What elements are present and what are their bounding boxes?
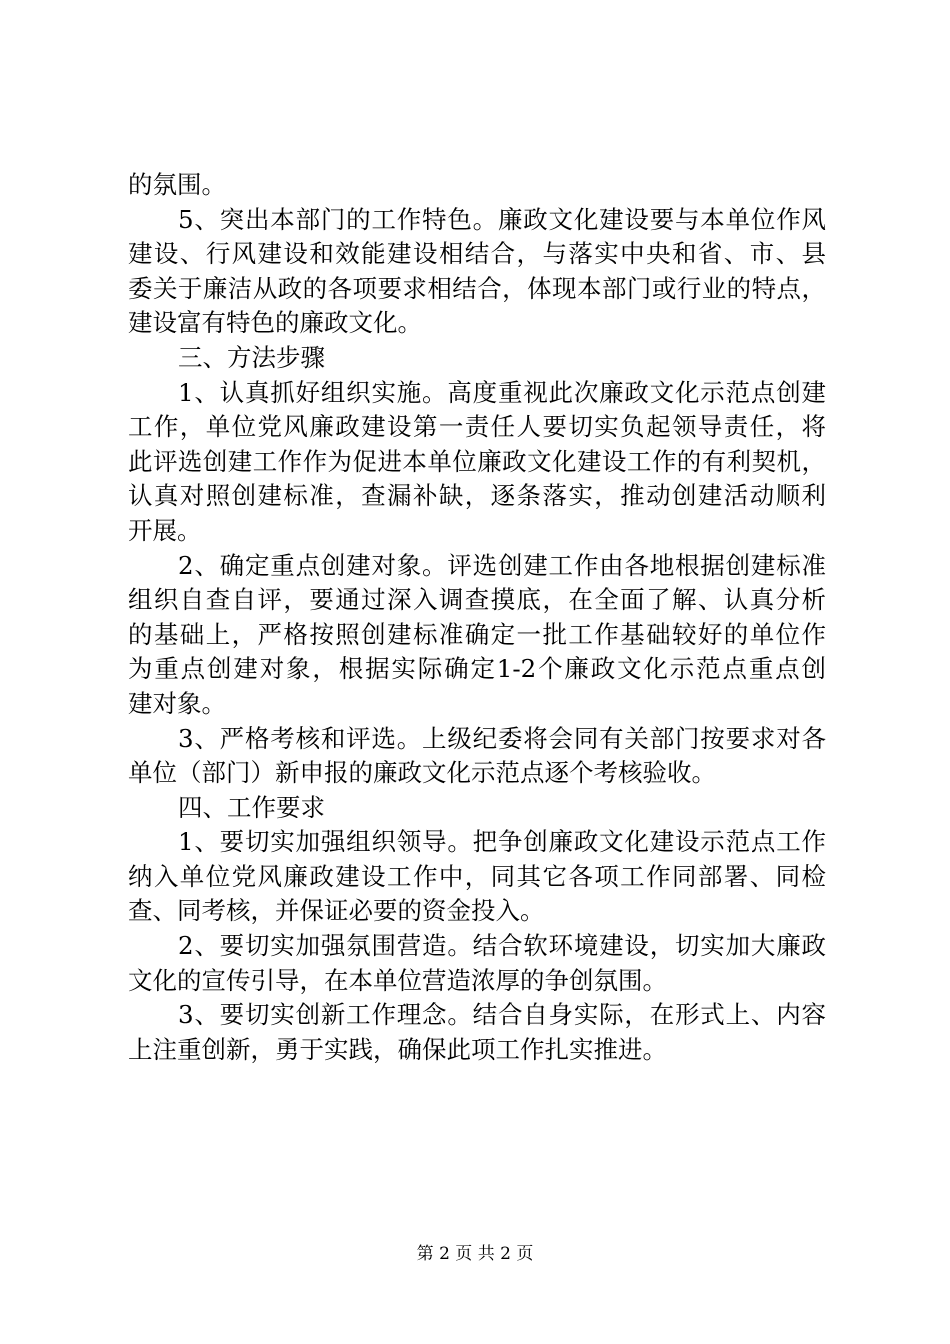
text-line: 工作，单位党风廉政建设第一责任人要切实负起领导责任，将	[128, 412, 826, 442]
text-line: 3、要切实创新工作理念。结合自身实际，在形式上、内容	[178, 1000, 826, 1030]
text-line: 的氛围。	[128, 170, 226, 199]
text-line: 委关于廉洁从政的各项要求相结合，体现本部门或行业的特点，	[128, 273, 826, 303]
text-line: 建对象。	[128, 688, 226, 718]
page-footer: 第 2 页 共 2 页	[416, 1244, 534, 1264]
text-line: 2、确定重点创建对象。评选创建工作由各地根据创建标准	[178, 550, 826, 580]
text-line: 开展。	[128, 515, 202, 545]
text-line: 三、方法步骤	[178, 342, 325, 372]
text-line: 查、同考核，并保证必要的资金投入。	[128, 896, 545, 926]
text-line: 纳入单位党风廉政建设工作中，同其它各项工作同部署、同检	[128, 861, 826, 891]
text-line: 单位（部门）新申报的廉政文化示范点逐个考核验收。	[128, 758, 716, 788]
text-line: 此评选创建工作作为促进本单位廉政文化建设工作的有利契机，	[128, 446, 826, 476]
document-body	[128, 168, 826, 1067]
text-line: 组织自查自评，要通过深入调查摸底，在全面了解、认真分析	[128, 585, 826, 615]
text-line: 的基础上，严格按照创建标准确定一批工作基础较好的单位作	[128, 619, 826, 649]
text-line: 为重点创建对象，根据实际确定1-2个廉政文化示范点重点创	[128, 654, 826, 684]
text-line: 2、要切实加强氛围营造。结合软环境建设，切实加大廉政	[178, 931, 826, 961]
text-line: 建设富有特色的廉政文化。	[128, 308, 422, 338]
text-line: 上注重创新，勇于实践，确保此项工作扎实推进。	[128, 1034, 667, 1064]
text-line: 建设、行风建设和效能建设相结合，与落实中央和省、市、县	[128, 239, 826, 269]
text-line: 3、严格考核和评选。上级纪委将会同有关部门按要求对各	[178, 723, 826, 753]
text-line: 1、认真抓好组织实施。高度重视此次廉政文化示范点创建	[178, 377, 826, 407]
text-line: 文化的宣传引导，在本单位营造浓厚的争创氛围。	[128, 965, 667, 995]
text-line: 5、突出本部门的工作特色。廉政文化建设要与本单位作风	[178, 204, 826, 234]
text-line: 认真对照创建标准，查漏补缺，逐条落实，推动创建活动顺利	[128, 481, 826, 511]
text-line: 四、工作要求	[178, 792, 325, 822]
text-line: 1、要切实加强组织领导。把争创廉政文化建设示范点工作	[178, 827, 826, 857]
